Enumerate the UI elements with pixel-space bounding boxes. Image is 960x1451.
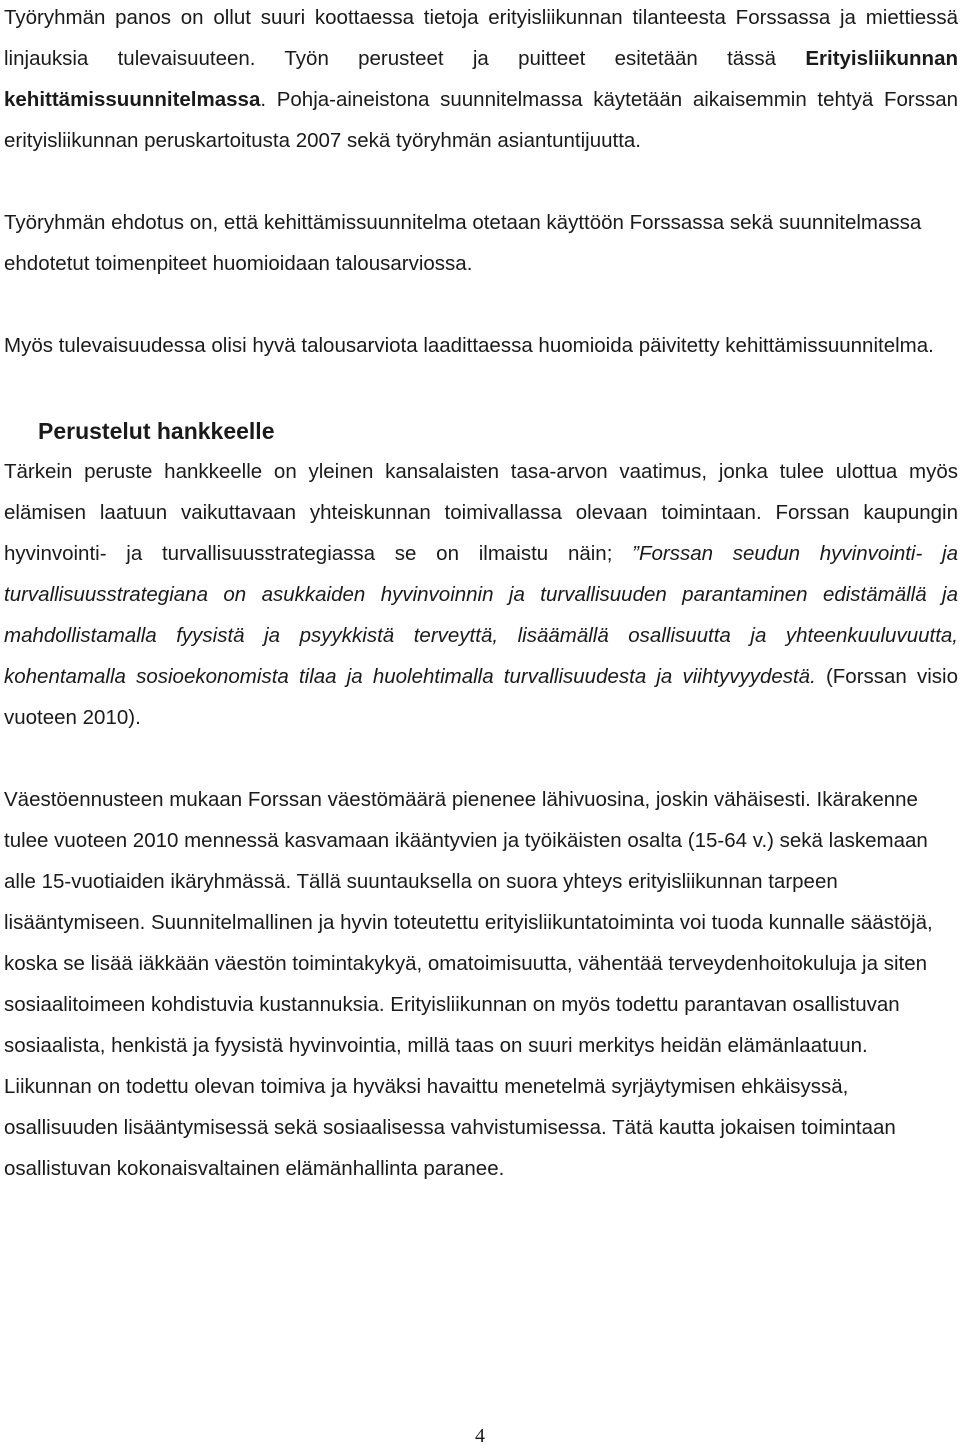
document-page	[4, 0, 958, 1189]
future-paragraph: Myös tulevaisuudessa olisi hyvä talousarviota laadittaessa huomioida päivitetty kehittämissuunnitelma.	[4, 334, 934, 357]
section-heading-justification: Perustelut hankkeelle	[38, 418, 275, 444]
justification-text-2: (Forssan visio vuoteen 2010).	[4, 665, 959, 729]
justification-text-1: Tärkein peruste hankkeelle on yleinen kansalaisten tasa-arvon vaatimus, jonka tulee ulottua myös elämisen laatuun vaikuttavaan yhteiskunnan toimivallassa olevaan toimintaan. Forssan kaupungin hyvinvointi- ja turvallisuusstrategiassa se on ilmaistu näin;	[4, 460, 958, 565]
intro-text-1: Työryhmän panos on ollut suuri koottaessa tietoja erityisliikunnan tilanteesta Forssassa ja miettiessä linjauksia tulevaisuuteen. Työn perusteet ja puitteet esitetään tässä	[4, 6, 958, 70]
page-number: 4	[475, 1425, 485, 1447]
proposal-paragraph: Työryhmän ehdotus on, että kehittämissuunnitelma otetaan käyttöön Forssassa sekä suunnitelmassa ehdotetut toimenpiteet huomioidaan talousarviossa.	[4, 211, 922, 275]
justification-quote: ”Forssan seudun hyvinvointi- ja turvallisuusstrategiana on asukkaiden hyvinvoinnin ja turvallisuuden parantaminen edistämällä ja mahdollistamalla fyysistä ja psyykkistä terveyttä, lisäämällä osallisuutta ja yhteenkuuluvuutta, kohentamalla sosioekonomista tilaa ja huolehtimalla turvallisuudesta ja viihtyvyydestä.	[4, 542, 959, 688]
intro-bold-title: Erityisliikunnan kehittämissuunnitelmassa	[4, 47, 958, 111]
intro-text-2: . Pohja-aineistona suunnitelmassa käytetään aikaisemmin tehtyä Forssan erityisliikunnan peruskartoitusta 2007 sekä työryhmän asiantuntijuutta.	[4, 88, 958, 152]
population-paragraph: Väestöennusteen mukaan Forssan väestömäärä pienenee lähivuosina, joskin vähäisesti. Ikärakenne tulee vuoteen 2010 mennessä kasvamaan ikääntyvien ja työikäisten osalta (15-64 v.) sekä laskemaan alle 15-vuotiaiden ikäryhmässä. Tällä suuntauksella on suora yhteys erityisliikunnan tarpeen lisääntymiseen. Suunnitelmallinen ja hyvin toteutettu erityisliikuntatoiminta voi tuoda kunnalle säästöjä, koska se lisää iäkkään väestön toimintakykyä, omatoimisuutta, vähentää terveydenhoitokuluja ja siten sosiaalitoimeen kohdistuvia kustannuksia. Erityisliikunnan on myös todettu parantavan osallistuvan sosiaalista, henkistä ja fyysistä hyvinvointia, millä taas on suuri merkitys heidän elämänlaatuun. Liikunnan on todettu olevan toimiva ja hyväksi havaittu menetelmä syrjäytymisen ehkäisyssä, osallisuuden lisääntymisessä sekä sosiaalisessa vahvistumisessa. Tätä kautta jokaisen toimintaan osallistuvan kokonaisvaltainen elämänhallinta paranee.	[4, 788, 933, 1180]
justification-paragraph	[4, 451, 958, 738]
intro-paragraph	[4, 0, 958, 161]
